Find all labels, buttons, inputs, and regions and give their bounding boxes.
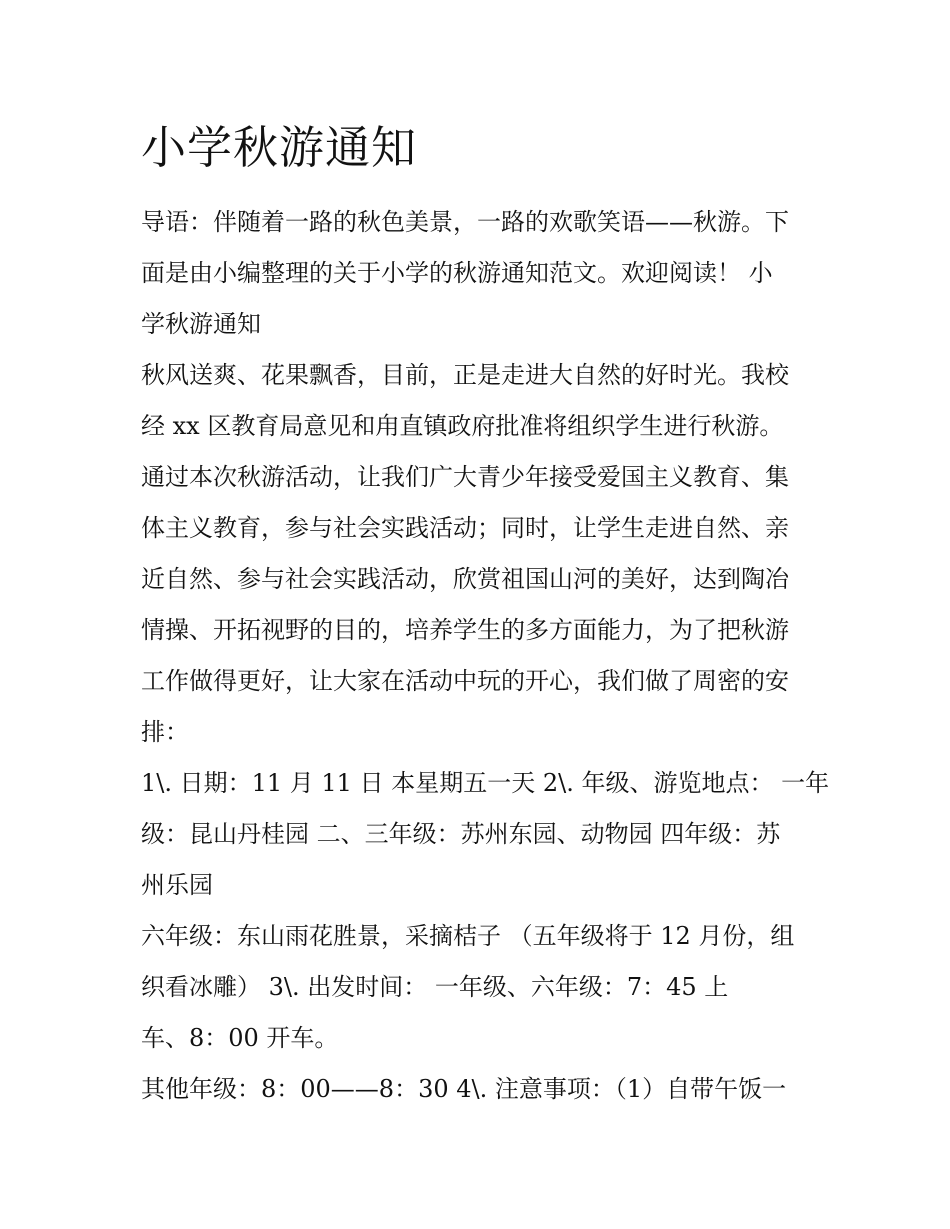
text-line: 织看冰雕） 3\. 出发时间： 一年级、六年级：7：45 上 xyxy=(141,973,729,1001)
text-line: 导语：伴随着一路的秋色美景，一路的欢歌笑语——秋游。下 xyxy=(141,208,789,236)
text-line: 排： xyxy=(141,718,189,746)
text-line: 六年级：东山雨花胜景，采摘桔子 （五年级将于 12 月份，组 xyxy=(141,922,795,950)
text-line: 经 xx 区教育局意见和甪直镇政府批准将组织学生进行秋游。 xyxy=(141,412,784,440)
text-line: 情操、开拓视野的目的，培养学生的多方面能力，为了把秋游 xyxy=(141,616,789,644)
text-line: 秋风送爽、花果飘香，目前，正是走进大自然的好时光。我校 xyxy=(141,361,789,389)
document-title: 小学秋游通知 xyxy=(141,121,418,174)
text-line: 1\. 日期：11 月 11 日 本星期五一天 2\. 年级、游览地点： 一年 xyxy=(141,769,830,797)
text-line: 州乐园 xyxy=(141,871,213,899)
text-line: 学秋游通知 xyxy=(141,310,261,338)
text-line: 面是由小编整理的关于小学的秋游通知范文。欢迎阅读！ 小 xyxy=(141,259,773,287)
text-line: 级：昆山丹桂园 二、三年级：苏州东园、动物园 四年级：苏 xyxy=(141,820,781,848)
text-line: 体主义教育，参与社会实践活动；同时，让学生走进自然、亲 xyxy=(141,514,789,542)
text-line: 近自然、参与社会实践活动，欣赏祖国山河的美好，达到陶冶 xyxy=(141,565,789,593)
text-line: 其他年级：8：00——8：30 4\. 注意事项：（1）自带午饭一 xyxy=(141,1075,787,1103)
text-line: 通过本次秋游活动，让我们广大青少年接受爱国主义教育、集 xyxy=(141,463,789,491)
text-line: 车、8：00 开车。 xyxy=(141,1024,339,1052)
text-line: 工作做得更好，让大家在活动中玩的开心，我们做了周密的安 xyxy=(141,667,789,695)
